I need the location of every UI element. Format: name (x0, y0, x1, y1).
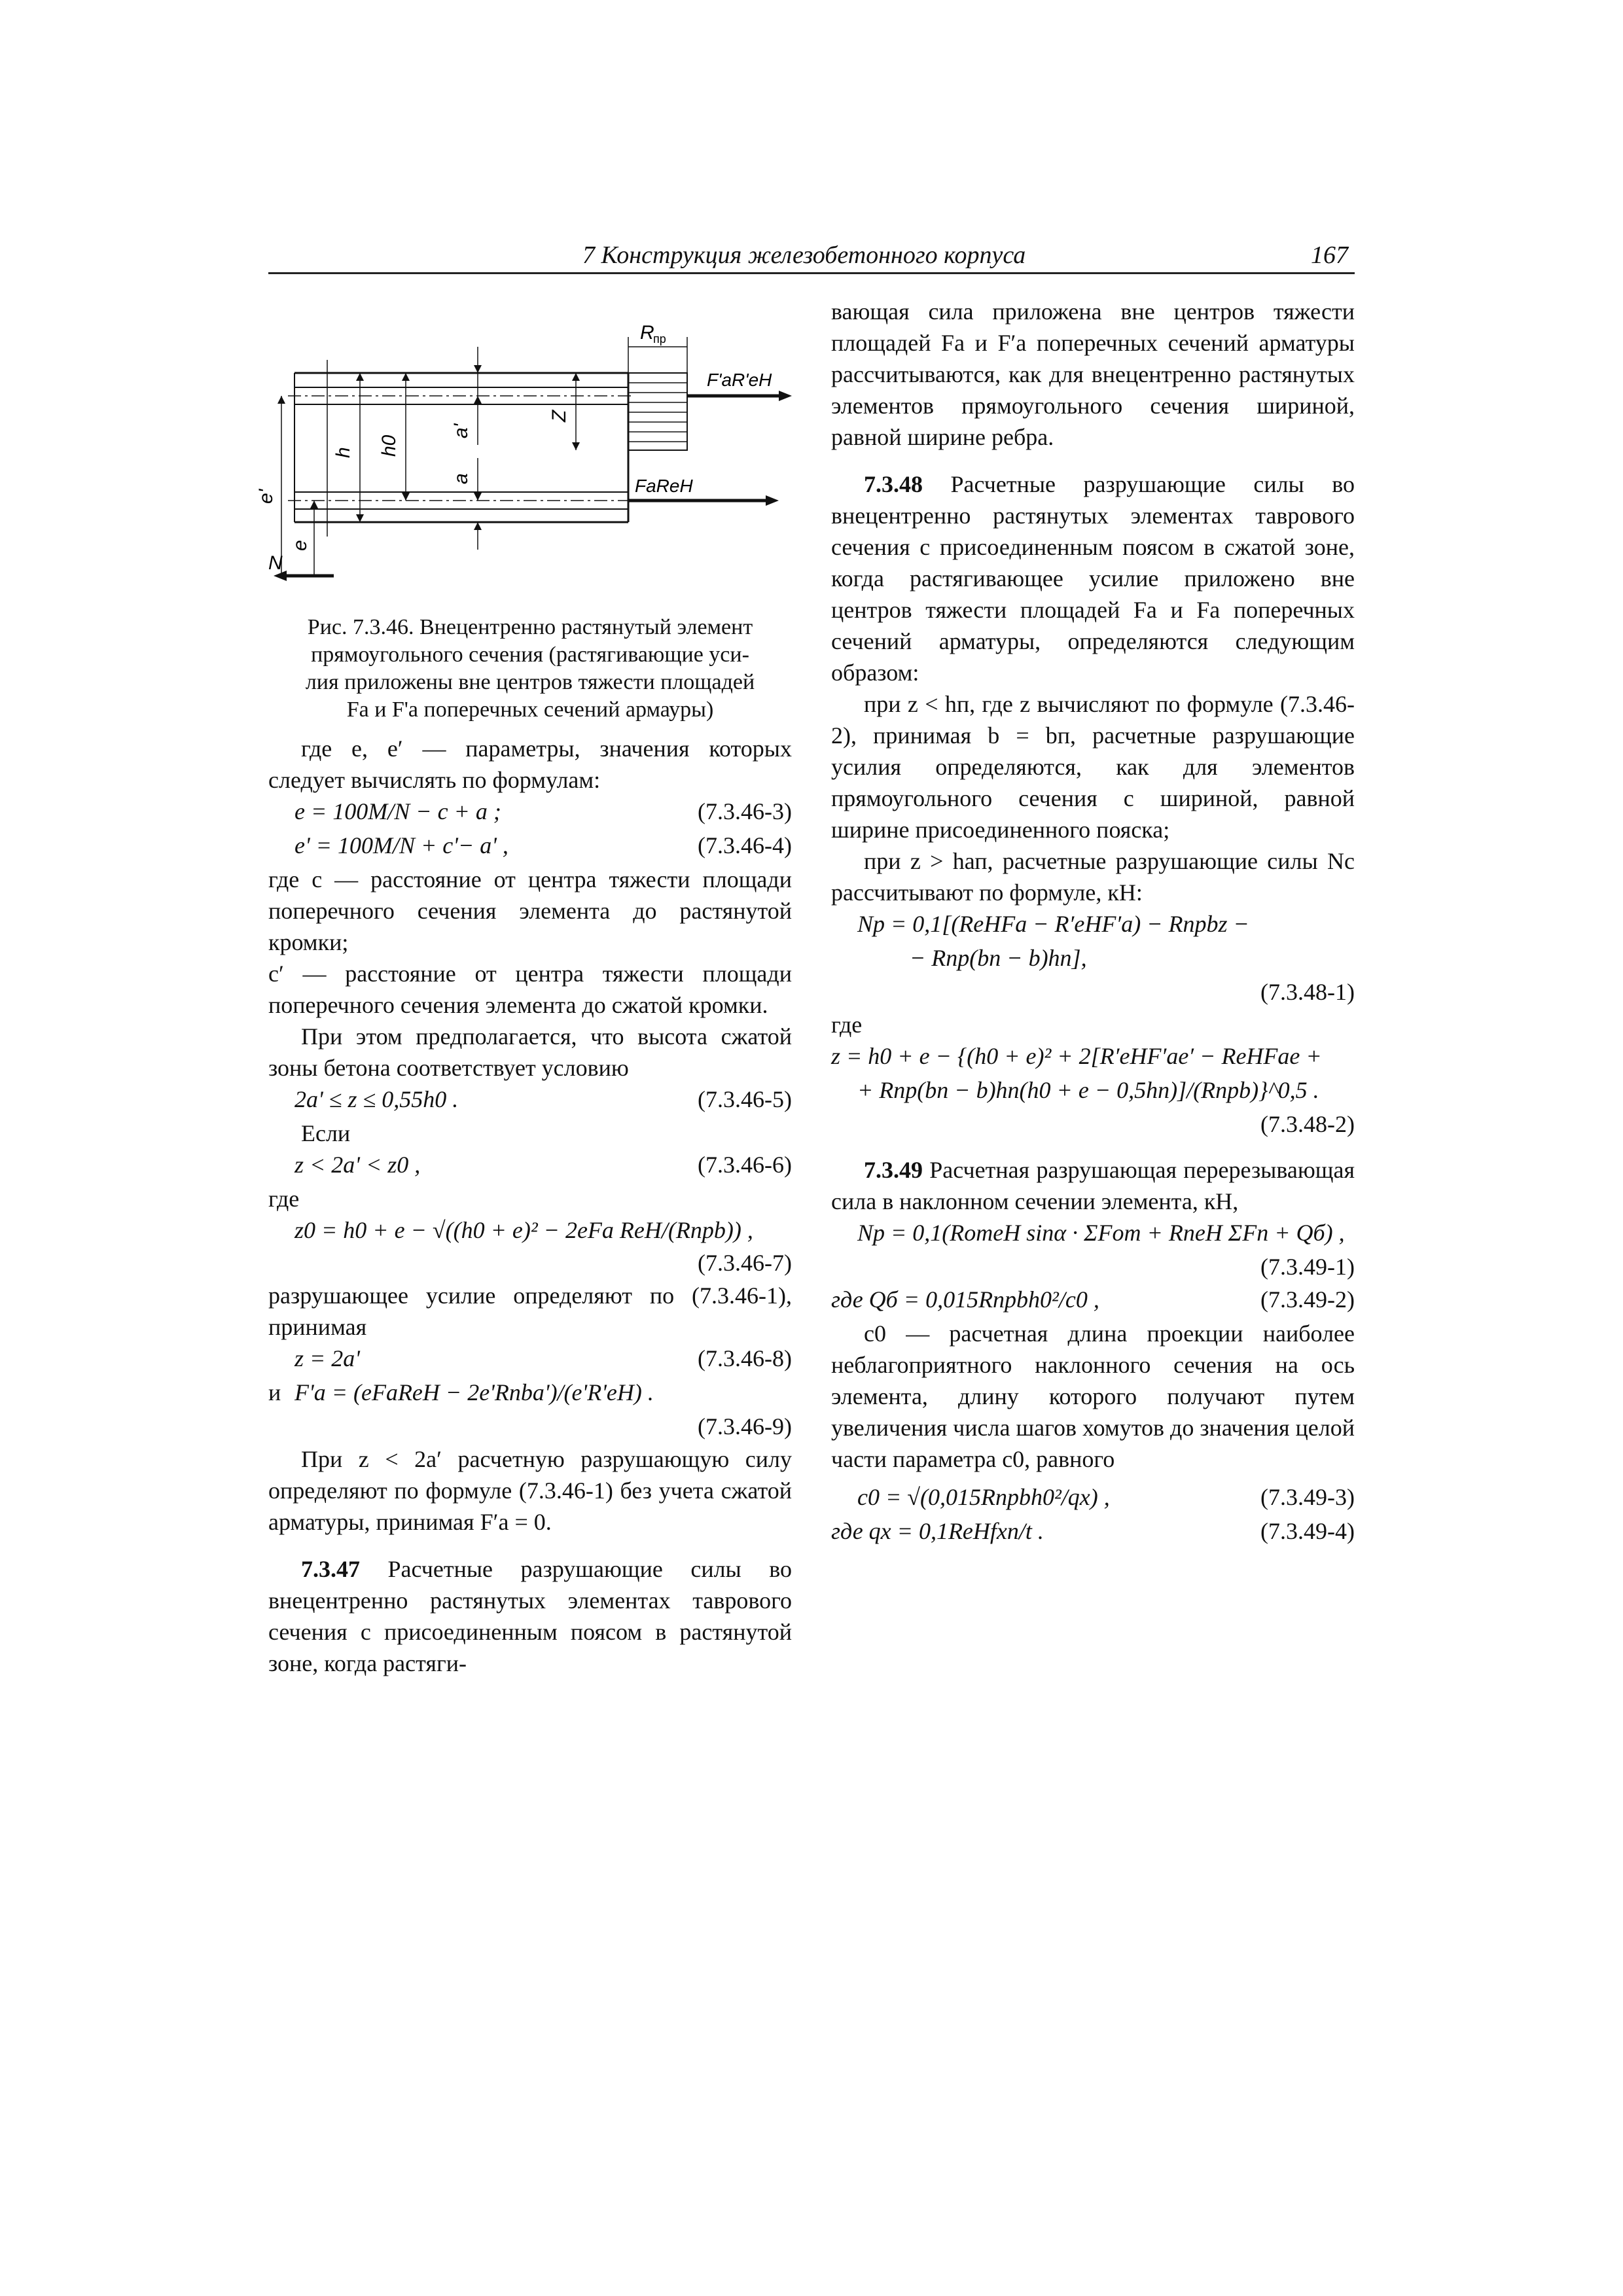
section-7-3-49: 7.3.49 Расчетная разрушающая перерезывающая сила в наклонном сечении элемента, кН, (831, 1157, 1355, 1214)
caption-line: Fa и F'a поперечных сечений армауры) (346, 698, 714, 722)
formula-7-3-46-5: 2a' ≤ z ≤ 0,55h0 . (7.3.46-5) (294, 1086, 792, 1112)
formula-number: (7.3.48-1) (1260, 979, 1355, 1005)
formula-7-3-49-1: Nр = 0,1(RотеН sinα · ΣFот + RпеН ΣFп + Qб) , (857, 1220, 1345, 1246)
figure-7-3-46 (255, 308, 792, 609)
left-column (255, 308, 792, 1679)
paragraph: вающая сила приложена вне центров тяжести площадей Fa и F′a поперечных сечений арматуры рассчитываются, как для внецентренно растянутых элементов прямоугольного сечения шириной, равной ширине ребра. (831, 298, 1355, 450)
caption-line: прямоугольного сечения (растягивающие уси- (311, 643, 749, 667)
formula-number: (7.3.49-1) (1260, 1254, 1355, 1280)
running-title: 7 Конструкция железобетонного корпуса (582, 241, 1026, 269)
paragraph-where: где (831, 1012, 863, 1038)
formula-7-3-48-2-line1: z = h0 + e − {(h0 + e)² + 2[R′еНF′ae′ − RеНFae + (831, 1043, 1322, 1069)
label-h0: h0 (378, 434, 400, 457)
section-7-3-48: 7.3.48 Расчетные разрушающие силы во внецентренно растянутых элементах таврового сечения с присоединенным поясом в сжатой зоне, когда растягивающее усилие приложено вне центров тяжести площадей Fa и Fa поперечных сечений арматуры, определяются следующим образом: (831, 471, 1355, 686)
formula-7-3-46-8: z = 2a' (7.3.46-8) (294, 1345, 792, 1371)
label-e: e (289, 540, 311, 551)
paragraph: c0 — расчетная длина проекции наиболее неблагоприятного наклонного сечения на ось элемента, длину которого получают путем увеличения числа шагов хомутов до значения целой части параметра c0, равного (831, 1320, 1355, 1472)
page-number: 167 (1311, 241, 1348, 269)
label-top-force: F'aR'еН (707, 370, 772, 390)
paragraph-if: Если (301, 1120, 351, 1146)
running-header (268, 241, 1355, 274)
label-bottom-force: FaRеН (635, 476, 693, 496)
formula-number: (7.3.46-9) (698, 1413, 792, 1439)
paragraph-where: где (268, 1186, 300, 1212)
label-h: h (332, 447, 354, 458)
formula-7-3-46-9: и F'a = (eFaRеН − 2e'Rпba')/(e'R'еН) . (268, 1379, 654, 1405)
paragraph: где e, e′ — параметры, значения которых следует вычислять по формулам: (268, 735, 792, 793)
paragraph: разрушающее усилие определяют по (7.3.46-1), принимая (268, 1282, 792, 1340)
label-z: Z (548, 410, 570, 422)
caption-line: Рис. 7.3.46. Внецентренно растянутый элемент (307, 615, 753, 639)
formula-7-3-46-4: e' = 100M/N + c'− a' , (7.3.46-4) (294, 832, 792, 858)
label-a: a (450, 473, 472, 484)
label-e-prime: e' (255, 489, 277, 504)
paragraph: при z < hп, где z вычисляют по формуле (7.3.46-2), принимая b = bп, расчетные разрушающие усилия определяются, как для элементов прямоугольного сечения с шириной, равной ширине присоединенного пояска; (831, 691, 1355, 843)
formula-number: (7.3.46-7) (698, 1250, 792, 1276)
label-a-prime: a' (450, 423, 472, 438)
label-rpr-sub: пр (653, 332, 666, 345)
formula-7-3-49-4: где qx = 0,1RеНfxn/t . (7.3.49-4) (831, 1518, 1355, 1544)
formula-7-3-48-2-line2: + Rпр(bп − b)hп(h0 + e − 0,5hп)]/(Rпрb)}^0,5 . (857, 1077, 1319, 1103)
section-7-3-47: 7.3.47 Расчетные разрушающие силы во внецентренно растянутых элементах таврового сечения с присоединенным поясом в растянутой зоне, когда растяги- (268, 1556, 792, 1676)
formula-number: (7.3.48-2) (1260, 1111, 1355, 1137)
formula-7-3-48-1-line2: − Rпр(bп − b)hп], (910, 945, 1087, 971)
paragraph: при z > hап, расчетные разрушающие силы Nc рассчитывают по формуле, кН: (831, 848, 1355, 906)
paragraph: c′ — расстояние от центра тяжести площади поперечного сечения элемента до сжатой кромки. (268, 961, 792, 1018)
paragraph: При z < 2a′ расчетную разрушающую силу определяют по формуле (7.3.46-1) без учета сжатой арматуры, принимая F′a = 0. (268, 1446, 792, 1535)
formula-7-3-48-1-line1: Nр = 0,1[(RеНFa − R′еНF′a) − Rпрbz − (857, 911, 1249, 937)
label-n: N (268, 552, 283, 574)
formula-7-3-49-3: c0 = √(0,015Rпрbh0²/qx) , (7.3.49-3) (857, 1484, 1355, 1510)
formula-7-3-46-7: z0 = h0 + e − √((h0 + e)² − 2eFa RеН/(Rпрb)) , (294, 1217, 753, 1243)
caption-line: лия приложены вне центров тяжести площадей (305, 670, 755, 694)
formula-7-3-46-6: z < 2a' < z0 , (7.3.46-6) (294, 1152, 792, 1178)
formula-7-3-49-2: где Qб = 0,015Rпрbh0²/c0 , (7.3.49-2) (831, 1286, 1355, 1313)
right-column (831, 296, 1355, 1549)
formula-7-3-46-3: e = 100M/N − c + a ; (7.3.46-3) (294, 798, 792, 824)
figure-caption (268, 614, 792, 724)
label-rpr: R (640, 322, 654, 344)
paragraph: где c — расстояние от центра тяжести площади поперечного сечения элемента до растянутой кромки; (268, 866, 792, 955)
paragraph: При этом предполагается, что высота сжатой зоны бетона соответствует условию (268, 1023, 792, 1081)
